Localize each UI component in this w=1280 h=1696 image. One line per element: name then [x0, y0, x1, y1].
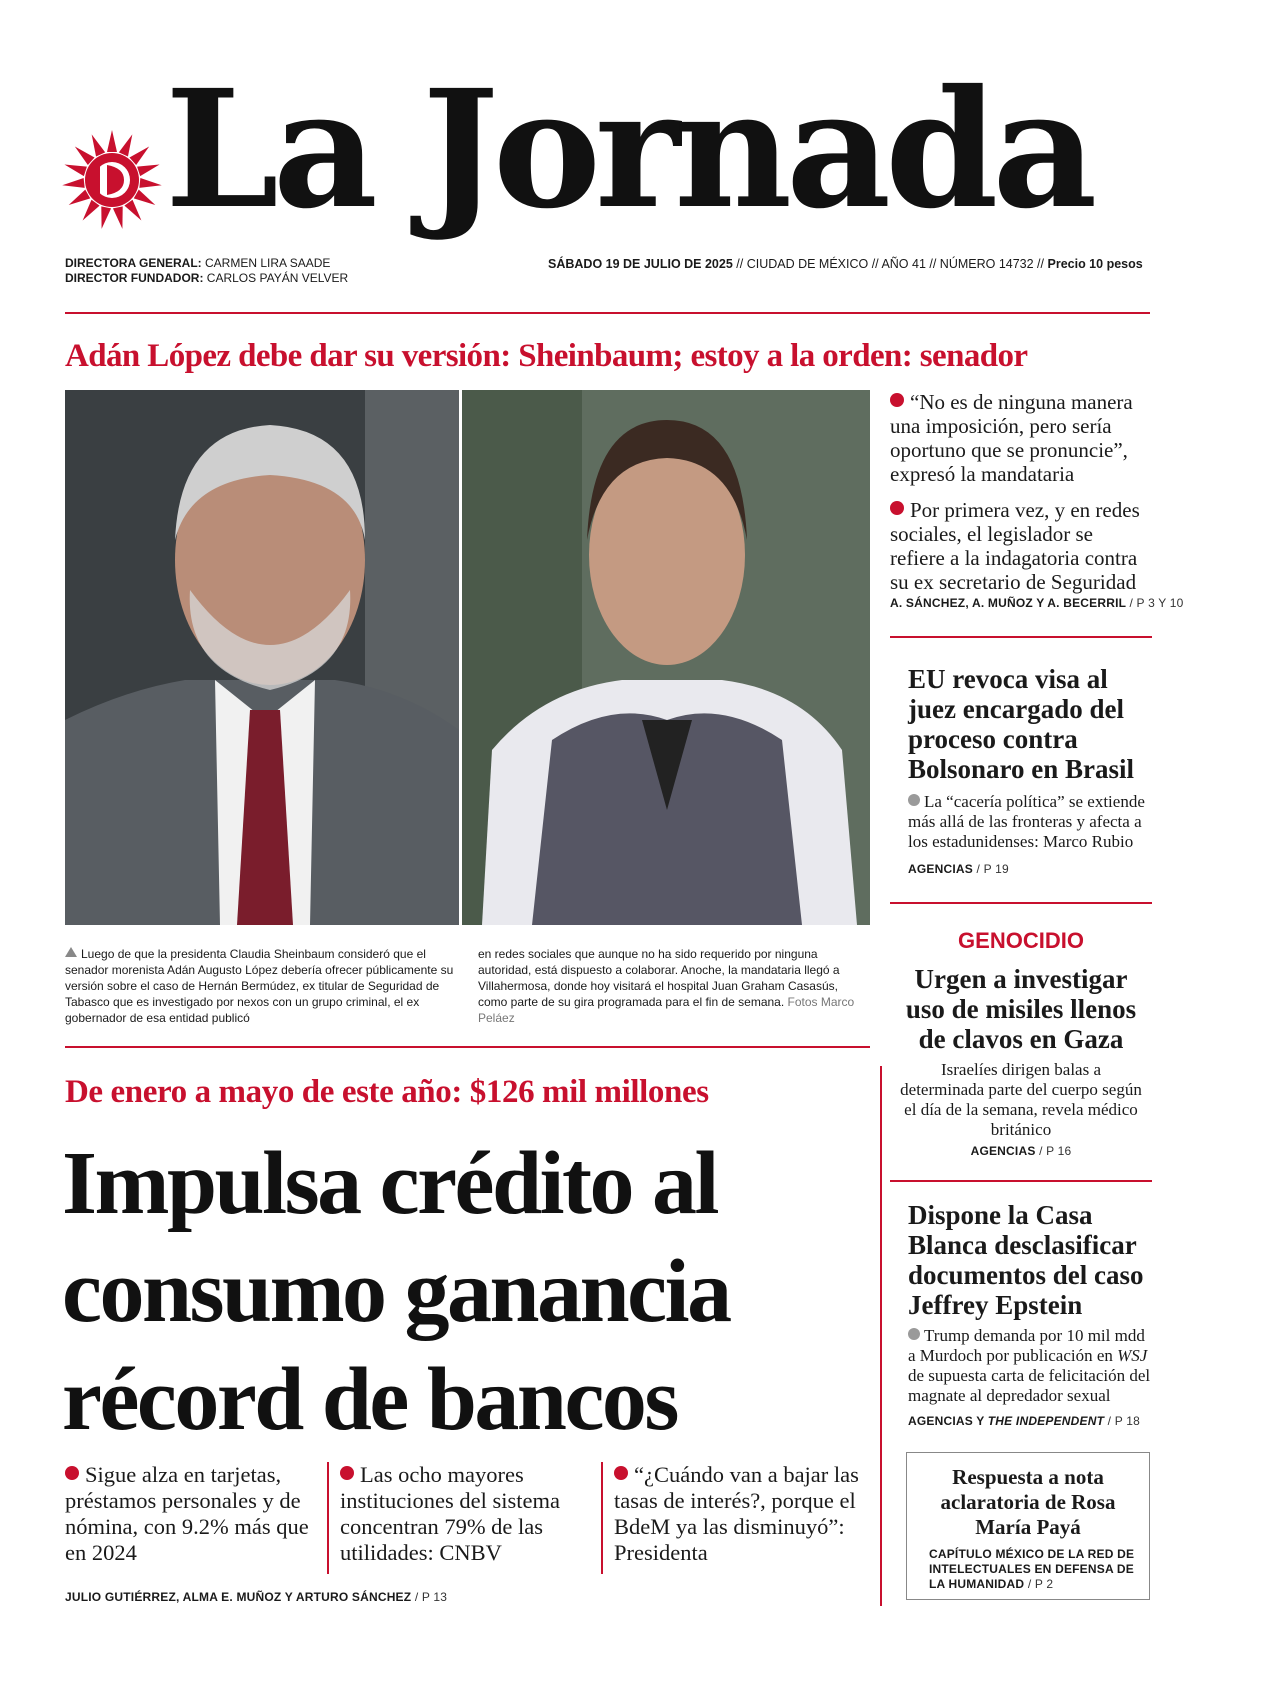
photo-sheinbaum [462, 390, 870, 925]
photo-caption-right: en redes sociales que aunque no ha sido requerido por ninguna autoridad, está dispuesto a colaborar. Anoche, la mandataria llegó a Villahermosa, donde hoy visitará el hospital Juan Graham Casasús, como parte de su gira programada para el fin de semana. Fotos Marco Peláez [478, 947, 855, 1025]
photo-caption-left: Luego de que la presidenta Claudia Sheinbaum consideró que el senador morenista Adán Augusto López debería ofrecer públicamente su versión sobre el caso de Hernán Bermúdez, ex titular de Seguridad de Tabasco que es investigado por nexos con un grupo criminal, el ex gobernador de esa entidad publicó [65, 947, 454, 1025]
main-headline-line: récord de bancos [62, 1350, 677, 1449]
lead-bullets [890, 390, 1152, 594]
side-divider-2 [890, 902, 1152, 904]
logo-text: La Jornada [165, 55, 1092, 245]
paya-headline: Respuesta a nota aclaratoria de Rosa María Payá [940, 1465, 1116, 1539]
dateline [548, 257, 1143, 271]
sun-logo-icon [62, 130, 162, 230]
main-page: / P 13 [414, 1590, 448, 1604]
main-bullet-3: “¿Cuándo van a bajar las tasas de interés?, porque el BdeM ya las disminuyó”: Presidenta [614, 1462, 859, 1565]
epstein-credit: AGENCIAS Y THE INDEPENDENT / P 18 [908, 1414, 1141, 1428]
photo-adan-lopez [65, 390, 459, 925]
gaza-headline: Urgen a investigar uso de misiles llenos de clavos en Gaza [905, 964, 1137, 1054]
main-headline-line: Impulsa crédito al [62, 1134, 718, 1233]
main-headline [62, 1130, 882, 1454]
bullet-dot-icon [614, 1466, 628, 1480]
gaza-kicker: GENOCIDIO [958, 928, 1084, 953]
bullet-dot-icon [890, 501, 904, 515]
eu-body: La “cacería política” se extiende más allá de las fronteras y afecta a los estadunidenses: Marco Rubio [908, 792, 1145, 851]
main-credit: JULIO GUTIÉRREZ, ALMA E. MUÑOZ Y ARTURO SÁNCHEZ / P 13 [65, 1590, 448, 1604]
gaza-body: Israelíes dirigen balas a determinada parte del cuerpo según el día de la semana, revela médico británico [900, 1060, 1142, 1139]
main-kicker: De enero a mayo de este año: $126 mil millones [65, 1074, 709, 1110]
epstein-headline: Dispone la Casa Blanca desclasificar documentos del caso Jeffrey Epstein [908, 1200, 1144, 1320]
gaza-credit: AGENCIAS / P 16 [970, 1144, 1072, 1158]
main-headline-line: consumo ganancia [62, 1242, 730, 1341]
main-divider [65, 1046, 870, 1048]
paya-credit: CAPÍTULO MÉXICO DE LA RED DE INTELECTUALES EN DEFENSA DE LA HUMANIDAD / P 2 [929, 1547, 1135, 1591]
portrait-woman-illustration [462, 390, 870, 925]
bullet-dot-icon [65, 1466, 79, 1480]
staff-credits [65, 256, 348, 286]
lead-bullet: “No es de ninguna manera una imposición, pero sería oportuno que se pronuncie”, expresó la mandataria [890, 390, 1133, 486]
issue-edition: // CIUDAD DE MÉXICO // AÑO 41 // NÚMERO 14732 // [736, 257, 1045, 271]
bullet-dot-icon [890, 393, 904, 407]
main-bullet-1: Sigue alza en tarjetas, préstamos personales y de nómina, con 9.2% más que en 2024 [65, 1462, 309, 1565]
bullet-dot-icon [340, 1466, 354, 1480]
eu-page: / P 19 [976, 862, 1009, 876]
lead-credit: A. SÁNCHEZ, A. MUÑOZ Y A. BECERRIL / P 3 Y 10 [890, 596, 1184, 610]
paya-box [906, 1452, 1150, 1600]
eu-credit: AGENCIAS / P 19 [908, 862, 1009, 876]
caption-triangle-icon [65, 947, 77, 957]
issue-price: Precio 10 pesos [1047, 257, 1143, 271]
gaza-page: / P 16 [1039, 1144, 1072, 1158]
photo-credit: Fotos Marco Peláez [478, 995, 855, 1025]
gray-dot-icon [908, 794, 920, 806]
lead-headline: Adán López debe dar su versión: Sheinbaum; estoy a la orden: senador [65, 338, 1028, 374]
directora-label: DIRECTORA GENERAL: [65, 256, 202, 270]
masthead [0, 0, 1280, 300]
side-divider-3 [890, 1180, 1152, 1182]
issue-date: SÁBADO 19 DE JULIO DE 2025 [548, 257, 733, 271]
bullet-divider-1 [327, 1462, 329, 1574]
fundador-name: CARLOS PAYÁN VELVER [206, 271, 349, 285]
portrait-man-illustration [65, 390, 459, 925]
lead-bullet: Por primera vez, y en redes sociales, el legislador se refiere a la indagatoria contra su ex secretario de Seguridad [890, 498, 1140, 594]
paya-page: / P 2 [1027, 1577, 1054, 1591]
epstein-body: Trump demanda por 10 mil mdd a Murdoch por publicación en WSJ de supuesta carta de felicitación del magnate al depredador sexual [908, 1326, 1151, 1405]
fundador-label: DIRECTOR FUNDADOR: [65, 271, 204, 285]
directora-name: CARMEN LIRA SAADE [205, 256, 331, 270]
gray-dot-icon [908, 1328, 920, 1340]
main-bullet-2: Las ocho mayores instituciones del sistema concentran 79% de las utilidades: CNBV [340, 1462, 560, 1565]
bullet-divider-2 [601, 1462, 603, 1574]
lead-page: / P 3 Y 10 [1129, 596, 1184, 610]
side-divider-1 [890, 636, 1152, 638]
eu-headline: EU revoca visa al juez encargado del proceso contra Bolsonaro en Brasil [908, 664, 1135, 784]
masthead-divider [65, 312, 1150, 314]
epstein-page: / P 18 [1107, 1414, 1141, 1428]
